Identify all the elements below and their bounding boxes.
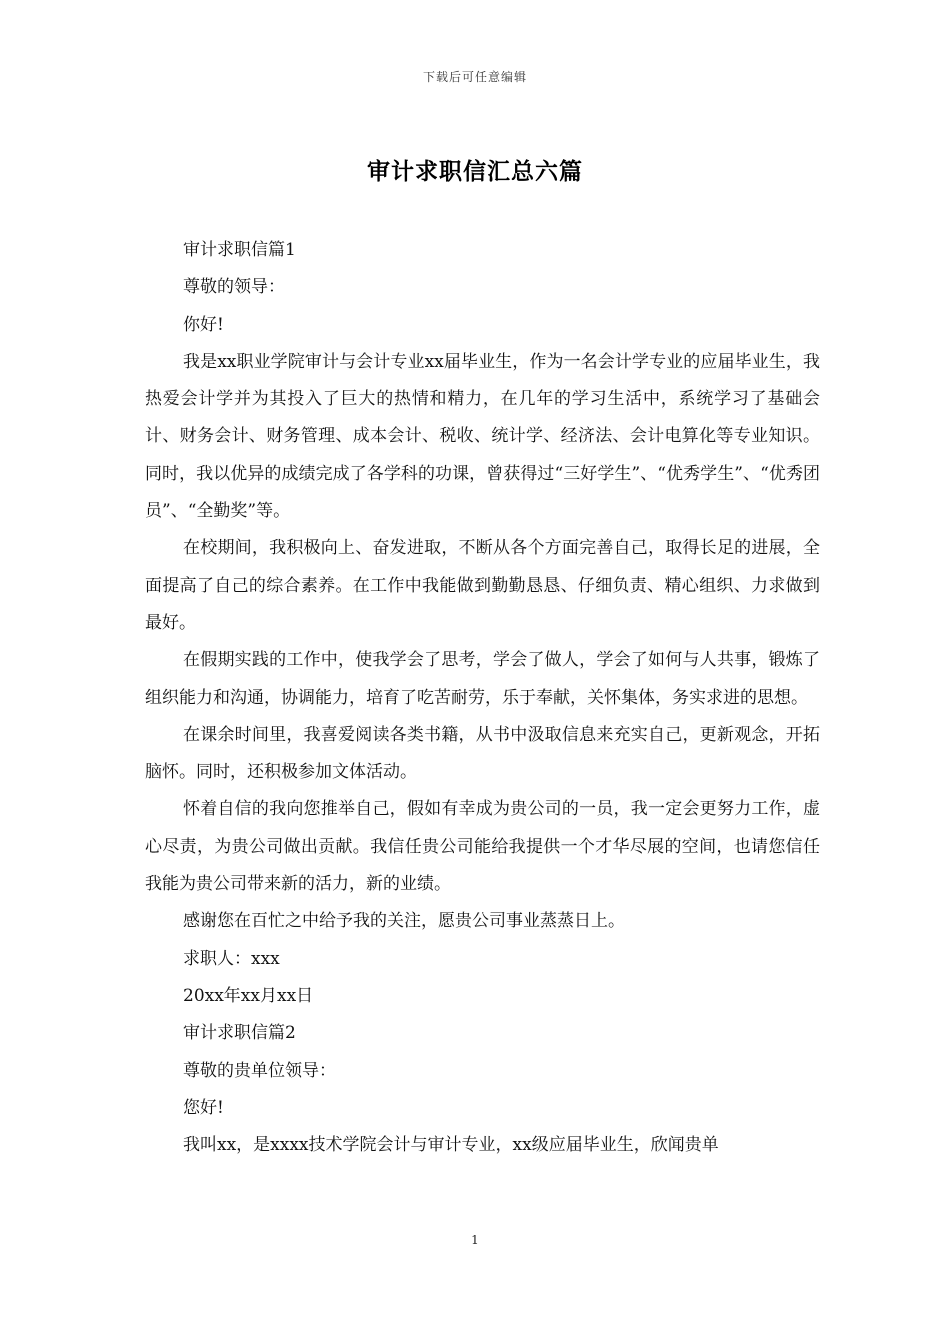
signature-applicant: 求职人：xxx [183, 948, 280, 969]
greeting: 你好! [183, 314, 224, 335]
paragraph-school: 在校期间，我积极向上、奋发进取，不断从各个方面完善自己，取得长足的进展，全面提高了自己的综合素养。在工作中我能做到勤勤恳恳、仔细负责、精心组织、力求做到最好。 [145, 538, 820, 633]
document-body [145, 232, 820, 1164]
paragraph-leisure: 在课余时间里，我喜爱阅读各类书籍，从书中汲取信息来充实自己，更新观念，开拓脑怀。同时，还积极参加文体活动。 [145, 724, 820, 783]
header-note: 下载后可任意编辑 [422, 70, 527, 84]
page-number: 1 [471, 1233, 479, 1247]
salutation-2: 尊敬的贵单位领导： [183, 1060, 336, 1081]
paragraph-intro-2: 我叫xx，是xxxx技术学院会计与审计专业，xx级应届毕业生，欣闻贵单 [183, 1135, 719, 1156]
paragraph-recommend: 怀着自信的我向您推举自己，假如有幸成为贵公司的一员，我一定会更努力工作，虚心尽责，为贵公司做出贡献。我信任贵公司能给我提供一个才华尽展的空间，也请您信任我能为贵公司带来新的活力，新的业绩。 [145, 799, 820, 895]
paragraph-practice: 在假期实践的工作中，使我学会了思考，学会了做人，学会了如何与人共事，锻炼了组织能力和沟通，协调能力，培育了吃苦耐劳，乐于奉献，关怀集体，务实求进的思想。 [145, 650, 820, 708]
signature-date: 20xx年xx月xx日 [183, 985, 314, 1006]
section-heading-1: 审计求职信篇1 [183, 240, 296, 260]
document-title: 审计求职信汇总六篇 [367, 158, 583, 185]
salutation: 尊敬的领导： [183, 277, 285, 298]
greeting-2: 您好! [183, 1097, 224, 1118]
paragraph-intro: 我是xx职业学院审计与会计专业xx届毕业生，作为一名会计学专业的应届毕业生，我热爱会计学并为其投入了巨大的热情和精力，在几年的学习生活中，系统学习了基础会计、财务会计、财务管理、成本会计、税收、统计学、经济法、会计电算化等专业知识。同时，我以优异的成绩完成了各学科的功课，曾获得过“三好学生”、“优秀学生”、“优秀团员”、“全勤奖”等。 [145, 351, 820, 522]
paragraph-thanks: 感谢您在百忙之中给予我的关注，愿贵公司事业蒸蒸日上。 [183, 911, 625, 932]
section-heading-2: 审计求职信篇2 [183, 1023, 296, 1044]
